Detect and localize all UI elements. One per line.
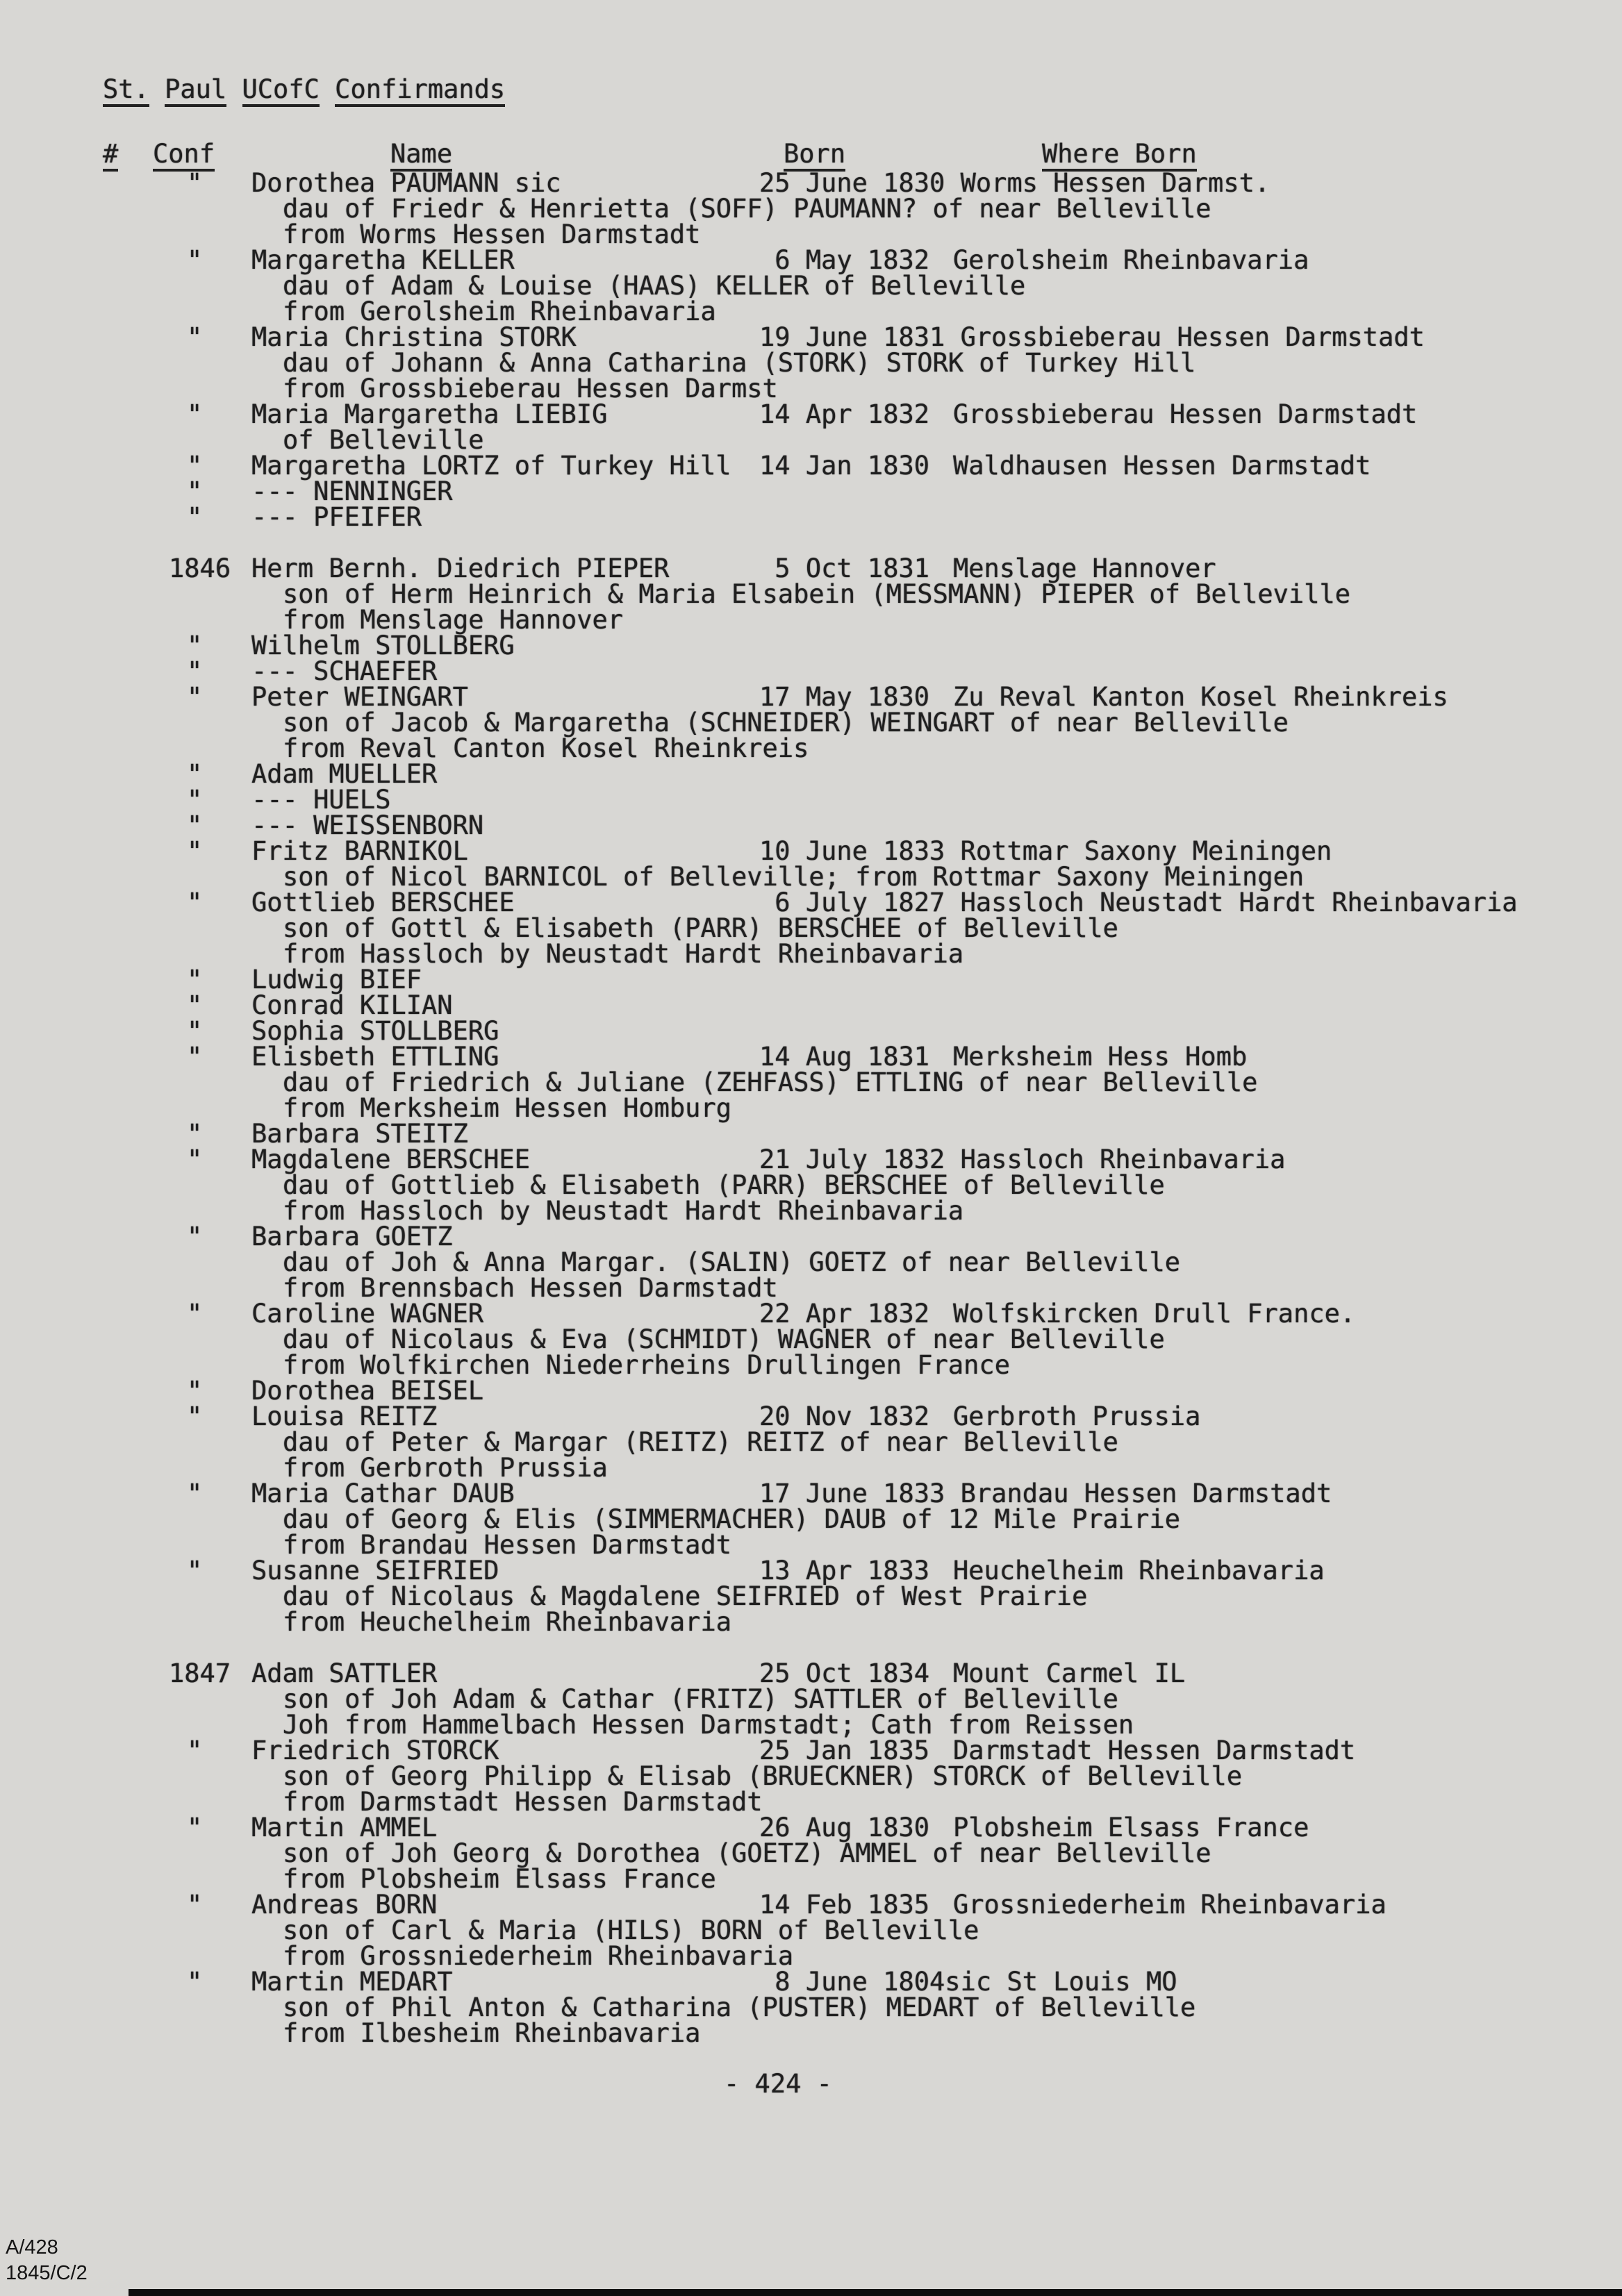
record-detail-line: son of Gottl & Elisabeth (PARR) BERSCHEE of Belleville <box>283 913 1118 943</box>
born-cell: 19 June 1831 <box>759 322 945 352</box>
where-born-cell: Plobsheim Elsass France <box>953 1813 1309 1842</box>
record-detail-line: from Heuchelheim Rheinbavaria <box>283 1607 732 1637</box>
confirmand-record <box>0 810 1622 840</box>
where-born-cell: Heuchelheim Rheinbavaria <box>953 1556 1325 1586</box>
born-cell: 26 Aug 1830 <box>759 1813 930 1842</box>
header-label: Conf <box>153 141 215 172</box>
conf-cell: " <box>187 965 203 995</box>
record-detail-line: dau of Gottlieb & Elisabeth (PARR) BERSCHEE of Belleville <box>283 1170 1165 1200</box>
conf-cell: 1846 <box>169 554 231 583</box>
name-cell: --- SCHAEFER <box>251 656 438 686</box>
record-detail-line: from Hassloch by Neustadt Hardt Rheinbavaria <box>283 939 964 969</box>
confirmand-record <box>0 658 1622 684</box>
name-cell: Sophia STOLLBERG <box>251 1016 499 1046</box>
born-cell: 14 Apr 1832 <box>759 399 930 429</box>
name-cell: Maria Cathar DAUB <box>251 1479 515 1508</box>
record-detail-line: dau of Nicolaus & Magdalene SEIFRIED of West Prairie <box>283 1581 1088 1611</box>
header-label: Where Born <box>1042 141 1197 172</box>
record-detail-line: Joh from Hammelbach Hessen Darmstadt; Cath from Reissen <box>283 1710 1134 1740</box>
where-born-cell: Grossbieberau Hessen Darmstadt <box>953 399 1418 429</box>
name-cell: Barbara GOETZ <box>251 1222 453 1251</box>
where-born-cell: Worms Hessen Darmst. <box>960 168 1271 198</box>
record-detail-line: dau of Johann & Anna Catharina (STORK) STORK of Turkey Hill <box>283 348 1196 378</box>
conf-cell: " <box>187 1119 203 1149</box>
conf-cell: " <box>187 399 203 429</box>
name-cell: --- NENNINGER <box>251 476 453 506</box>
name-cell: Conrad KILIAN <box>251 990 453 1020</box>
confirmand-record <box>0 1738 1622 1763</box>
header-label: Born <box>784 141 845 172</box>
record-detail-line: from Brennsbach Hessen Darmstadt <box>283 1273 778 1303</box>
where-born-cell: Zu Reval Kanton Kosel Rheinkreis <box>953 682 1448 712</box>
born-cell: 6 May 1832 <box>759 245 930 275</box>
where-born-cell: Gerolsheim Rheinbavaria <box>953 245 1309 275</box>
confirmand-record <box>0 1224 1622 1249</box>
record-detail-line: dau of Georg & Elis (SIMMERMACHER) DAUB of 12 Mile Prairie <box>283 1504 1181 1534</box>
column-header-num <box>103 141 118 172</box>
where-born-cell: Grossniederheim Rheinbavaria <box>953 1890 1387 1920</box>
name-cell: Louisa REITZ <box>251 1401 438 1431</box>
confirmand-record <box>0 1969 1622 1995</box>
name-cell: Adam MUELLER <box>251 759 438 789</box>
record-detail-line: dau of Friedr & Henrietta (SOFF) PAUMANN? of near Belleville <box>283 194 1211 224</box>
conf-cell: " <box>187 810 203 840</box>
conf-cell: " <box>187 502 203 532</box>
column-header-name <box>390 141 452 172</box>
where-born-cell: St Louis MO <box>1007 1967 1177 1997</box>
title-word: Confirmands <box>335 76 505 107</box>
name-cell: Martin MEDART <box>251 1967 453 1997</box>
confirmand-record <box>0 1401 1622 1431</box>
conf-cell: " <box>187 1401 203 1431</box>
name-cell: Peter WEINGART <box>251 682 468 712</box>
record-detail-line: from Hassloch by Neustadt Hardt Rheinbavaria <box>283 1196 964 1226</box>
record-detail-line: son of Nicol BARNICOL of Belleville; from Rottmar Saxony Meiningen <box>283 862 1305 892</box>
header-label: Name <box>390 141 452 172</box>
born-cell: 25 Oct 1834 <box>759 1658 930 1688</box>
corner-reference-1: A/428 <box>6 2236 58 2258</box>
born-cell: 20 Nov 1832 <box>759 1401 930 1431</box>
name-cell: Maria Christina STORK <box>251 322 577 352</box>
confirmand-record <box>0 1147 1622 1172</box>
confirmand-record <box>0 1044 1622 1070</box>
corner-reference-2: 1845/C/2 <box>6 2262 88 2284</box>
name-cell: Barbara STEITZ <box>251 1119 468 1149</box>
confirmand-record <box>0 1378 1622 1404</box>
confirmand-record <box>0 170 1622 196</box>
born-cell: 25 Jan 1835 <box>759 1736 930 1765</box>
title-word: UCofC <box>242 76 320 107</box>
name-cell: Margaretha KELLER <box>251 245 515 275</box>
born-cell: 10 June 1833 <box>759 836 945 866</box>
confirmand-record <box>0 504 1622 530</box>
born-cell: 8 June 1804sic <box>759 1967 992 1997</box>
confirmand-record <box>0 787 1622 813</box>
born-cell: 25 June 1830 <box>759 168 945 198</box>
record-detail-line: dau of Peter & Margar (REITZ) REITZ of near Belleville <box>283 1427 1118 1457</box>
name-cell: Dorothea BEISEL <box>251 1376 484 1406</box>
name-cell: Adam SATTLER <box>251 1658 438 1688</box>
where-born-cell: Grossbieberau Hessen Darmstadt <box>960 322 1425 352</box>
conf-cell: " <box>187 245 203 275</box>
record-detail-line: son of Joh Adam & Cathar (FRITZ) SATTLER of Belleville <box>283 1684 1118 1714</box>
conf-cell: " <box>187 476 203 506</box>
record-detail-line: dau of Adam & Louise (HAAS) KELLER of Belleville <box>283 271 1026 301</box>
confirmand-record <box>0 1299 1622 1329</box>
record-detail-line: dau of Nicolaus & Eva (SCHMIDT) WAGNER of near Belleville <box>283 1324 1165 1354</box>
born-cell: 13 Apr 1833 <box>759 1556 930 1586</box>
where-born-cell: Brandau Hessen Darmstadt <box>960 1479 1332 1508</box>
where-born-cell: Darmstadt Hessen Darmstadt <box>953 1736 1356 1765</box>
name-cell: Susanne SEIFRIED <box>251 1556 499 1586</box>
confirmand-record <box>0 992 1622 1018</box>
record-detail-line: son of Joh Georg & Dorothea (GOETZ) AMMEL of near Belleville <box>283 1838 1211 1868</box>
page-number: - 424 - <box>724 2069 832 2099</box>
confirmand-record <box>0 1815 1622 1840</box>
name-cell: Friedrich STORCK <box>251 1736 499 1765</box>
name-cell: Caroline WAGNER <box>251 1299 484 1329</box>
name-cell: --- WEISSENBORN <box>251 810 484 840</box>
record-detail-line: from Merksheim Hessen Homburg <box>283 1093 732 1123</box>
name-cell: Maria Margaretha LIEBIG <box>251 399 608 429</box>
conf-cell: " <box>187 888 203 917</box>
conf-cell: " <box>187 1479 203 1508</box>
confirmand-record <box>0 965 1622 995</box>
conf-cell: 1847 <box>169 1658 231 1688</box>
confirmand-record <box>0 1892 1622 1918</box>
confirmand-record <box>0 556 1622 581</box>
header-label: # <box>103 141 118 172</box>
record-detail-line: dau of Joh & Anna Margar. (SALIN) GOETZ of near Belleville <box>283 1247 1181 1277</box>
born-cell: 6 July 1827 <box>759 888 945 917</box>
name-cell: Gottlieb BERSCHEE <box>251 888 515 917</box>
name-cell: Ludwig BIEF <box>251 965 422 995</box>
born-cell: 14 Feb 1835 <box>759 1890 930 1920</box>
record-detail-line: son of Phil Anton & Catharina (PUSTER) MEDART of Belleville <box>283 1993 1196 2022</box>
record-detail-line: from Grossniederheim Rheinbavaria <box>283 1941 794 1971</box>
conf-cell: " <box>187 1299 203 1329</box>
confirmand-record <box>0 1658 1622 1688</box>
conf-cell: " <box>187 1016 203 1046</box>
record-detail-line: from Reval Canton Kosel Rheinkreis <box>283 733 809 763</box>
record-detail-line: of Belleville <box>283 425 484 455</box>
conf-cell: " <box>187 990 203 1020</box>
where-born-cell: Rottmar Saxony Meiningen <box>960 836 1332 866</box>
column-header-born <box>784 141 845 172</box>
conf-cell: " <box>187 1890 203 1920</box>
born-cell: 14 Jan 1830 <box>759 451 930 481</box>
name-cell: Magdalene BERSCHEE <box>251 1145 530 1174</box>
page-title <box>103 76 505 107</box>
confirmand-record <box>0 1018 1622 1044</box>
born-cell: 22 Apr 1832 <box>759 1299 930 1329</box>
conf-cell: " <box>187 1967 203 1997</box>
record-detail-line: from Wolfkirchen Niederrheins Drullingen France <box>283 1350 1010 1380</box>
conf-cell: " <box>187 1556 203 1586</box>
born-cell: 21 July 1832 <box>759 1145 945 1174</box>
conf-cell: " <box>187 682 203 712</box>
record-detail-line: from Menslage Hannover <box>283 605 624 635</box>
conf-cell: " <box>187 1736 203 1765</box>
where-born-cell: Wolfskircken Drull France. <box>953 1299 1356 1329</box>
confirmand-record <box>0 476 1622 506</box>
conf-cell: " <box>187 1813 203 1842</box>
record-detail-line: son of Carl & Maria (HILS) BORN of Belleville <box>283 1915 979 1945</box>
where-born-cell: Hassloch Rheinbavaria <box>960 1145 1286 1174</box>
confirmand-record <box>0 761 1622 787</box>
confirmand-record <box>0 1121 1622 1147</box>
confirmand-record <box>0 633 1622 658</box>
record-detail-line: from Brandau Hessen Darmstadt <box>283 1530 732 1560</box>
column-header-where-born <box>1042 141 1197 172</box>
name-cell: --- HUELS <box>251 785 391 815</box>
name-cell: Fritz BARNIKOL <box>251 836 468 866</box>
confirmand-record <box>0 684 1622 710</box>
name-cell: Andreas BORN <box>251 1890 438 1920</box>
conf-cell: " <box>187 1376 203 1406</box>
conf-cell: " <box>187 1222 203 1251</box>
name-cell: Dorothea PAUMANN sic <box>251 168 561 198</box>
name-cell: Martin AMMEL <box>251 1813 438 1842</box>
record-detail-line: from Grossbieberau Hessen Darmst <box>283 374 778 404</box>
conf-cell: " <box>187 836 203 866</box>
record-detail-line: from Ilbesheim Rheinbavaria <box>283 2018 701 2048</box>
conf-cell: " <box>187 1042 203 1072</box>
record-detail-line: from Darmstadt Hessen Darmstadt <box>283 1787 763 1817</box>
record-detail-line: son of Jacob & Margaretha (SCHNEIDER) WEINGART of near Belleville <box>283 708 1289 738</box>
born-cell: 17 June 1833 <box>759 1479 945 1508</box>
conf-cell: " <box>187 451 203 481</box>
confirmand-record <box>0 890 1622 915</box>
column-header-conf <box>153 141 215 172</box>
confirmand-record <box>0 247 1622 273</box>
born-cell: 5 Oct 1831 <box>759 554 930 583</box>
record-detail-line: son of Georg Philipp & Elisab (BRUECKNER) STORCK of Belleville <box>283 1761 1243 1791</box>
conf-cell: " <box>187 1145 203 1174</box>
record-detail-line: from Plobsheim Elsass France <box>283 1864 716 1894</box>
scan-edge-bar <box>129 2289 1622 2296</box>
confirmand-record <box>0 453 1622 479</box>
confirmand-record <box>0 838 1622 864</box>
where-born-cell: Hassloch Neustadt Hardt Rheinbavaria <box>960 888 1518 917</box>
record-detail-line: from Worms Hessen Darmstadt <box>283 219 701 249</box>
name-cell: --- PFEIFER <box>251 502 422 532</box>
conf-cell: " <box>187 785 203 815</box>
where-born-cell: Mount Carmel IL <box>953 1658 1186 1688</box>
conf-cell: " <box>187 168 203 198</box>
name-cell: Margaretha LORTZ of Turkey Hill <box>251 451 731 481</box>
confirmand-record <box>0 324 1622 350</box>
record-detail-line: son of Herm Heinrich & Maria Elsabein (MESSMANN) PIEPER of Belleville <box>283 579 1351 609</box>
born-cell: 14 Aug 1831 <box>759 1042 930 1072</box>
record-detail-line: from Gerbroth Prussia <box>283 1453 608 1483</box>
record-detail-line: from Gerolsheim Rheinbavaria <box>283 297 716 326</box>
name-cell: Elisbeth ETTLING <box>251 1042 499 1072</box>
born-cell: 17 May 1830 <box>759 682 930 712</box>
conf-cell: " <box>187 759 203 789</box>
confirmand-record <box>0 401 1622 427</box>
name-cell: Wilhelm STOLLBERG <box>251 631 515 660</box>
title-word: St. <box>103 76 149 107</box>
conf-cell: " <box>187 631 203 660</box>
conf-cell: " <box>187 656 203 686</box>
where-born-cell: Merksheim Hess Homb <box>953 1042 1248 1072</box>
where-born-cell: Menslage Hannover <box>953 554 1216 583</box>
where-born-cell: Gerbroth Prussia <box>953 1401 1201 1431</box>
record-detail-line: dau of Friedrich & Juliane (ZEHFASS) ETTLING of near Belleville <box>283 1067 1258 1097</box>
conf-cell: " <box>187 322 203 352</box>
confirmand-record <box>0 1481 1622 1506</box>
confirmand-record <box>0 1556 1622 1586</box>
title-word: Paul <box>165 76 226 107</box>
where-born-cell: Waldhausen Hessen Darmstadt <box>953 451 1371 481</box>
name-cell: Herm Bernh. Diedrich PIEPER <box>251 554 670 583</box>
